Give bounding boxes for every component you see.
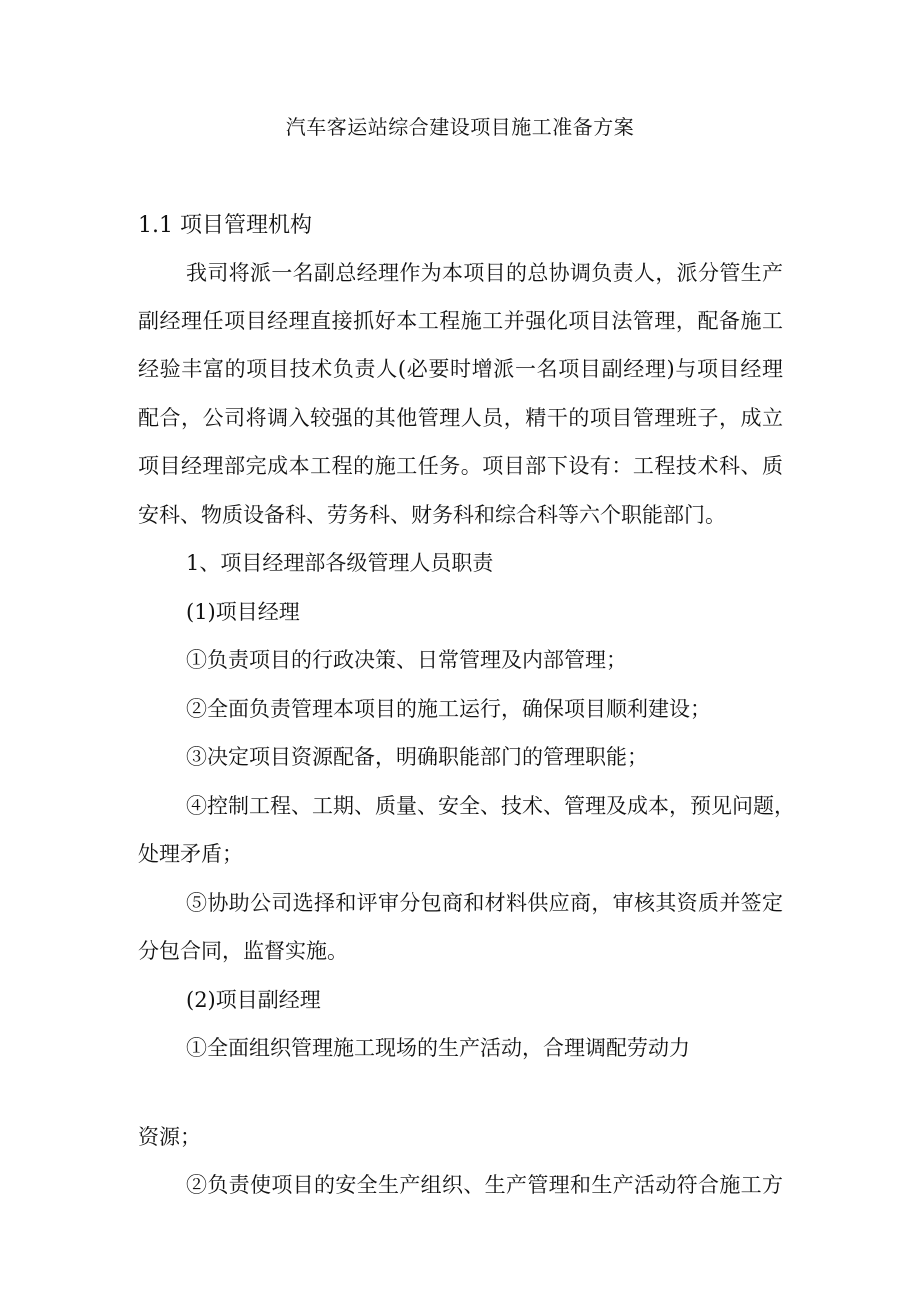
list-item: ③决定项目资源配备，明确职能部门的管理职能； xyxy=(186,745,648,769)
section-heading: 1.1 项目管理机构 xyxy=(138,213,312,238)
subsection-heading: (2)项目副经理 xyxy=(186,988,321,1012)
list-item-continuation: 资源； xyxy=(138,1125,201,1149)
list-item-continuation: 处理矛盾； xyxy=(138,842,243,866)
paragraph-line: 我司将派一名副总经理作为本项目的总协调负责人，派分管生产 xyxy=(186,261,783,285)
subsection-heading: (1)项目经理 xyxy=(186,600,300,624)
list-item: ④控制工程、工期、质量、安全、技术、管理及成本，预见问题， xyxy=(186,794,795,818)
list-item: ①负责项目的行政决策、日常管理及内部管理； xyxy=(186,648,627,672)
document-title: 汽车客运站综合建设项目施工准备方案 xyxy=(285,115,635,139)
list-item: ⑤协助公司选择和评审分包商和材料供应商，审核其资质并签定 xyxy=(186,891,783,915)
list-item: ①全面组织管理施工现场的生产活动，合理调配劳动力 xyxy=(186,1036,690,1060)
paragraph-line: 配合，公司将调入较强的其他管理人员，精干的项目管理班子，成立 xyxy=(138,406,783,430)
paragraph-line: 经验丰富的项目技术负责人(必要时增派一名项目副经理)与项目经理 xyxy=(138,357,783,381)
list-item: ②负责使项目的安全生产组织、生产管理和生产活动符合施工方 xyxy=(186,1173,783,1197)
paragraph-line: 安科、物质设备科、劳务科、财务科和综合科等六个职能部门。 xyxy=(138,503,726,527)
list-heading: 1、项目经理部各级管理人员职责 xyxy=(186,551,494,575)
paragraph-line: 副经理任项目经理直接抓好本工程施工并强化项目法管理，配备施工 xyxy=(138,309,783,333)
list-item-continuation: 分包合同，监督实施。 xyxy=(138,939,348,963)
paragraph-line: 项目经理部完成本工程的施工任务。项目部下设有：工程技术科、质 xyxy=(138,454,783,478)
list-item: ②全面负责管理本项目的施工运行，确保项目顺利建设； xyxy=(186,697,711,721)
